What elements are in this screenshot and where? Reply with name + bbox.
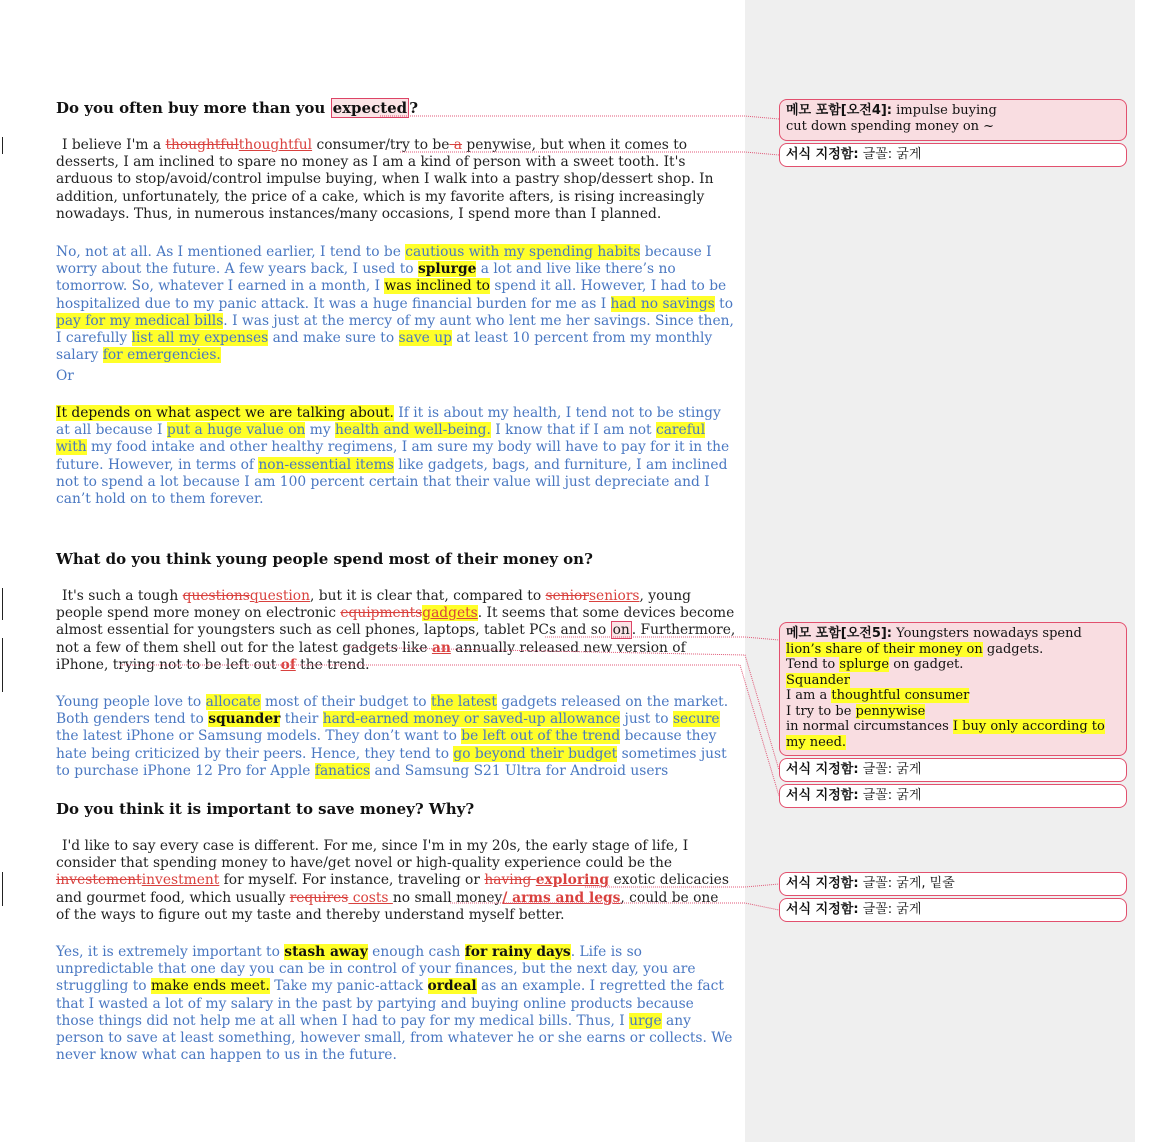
q2-paragraph-2[interactable]: Young people love to allocate most of their budget to the latest gadgets released on the market. Both genders tend to squander their hard-earned money or saved-up allowance just to secure the latest iPhone or Samsung models. They don’t want to be left out of the trend because they hate being criticized by their peers. Hence, they tend to go beyond their budget sometimes just to purchase iPhone 12 Pro for Apple fanatics and Samsung S21 Ultra for Android users [56, 694, 729, 779]
question-2-title: What do you think young people spend most of their money on? [56, 550, 593, 568]
q3-paragraph-2[interactable]: Yes, it is extremely important to stash away enough cash for rainy days. Life is so unpredictable that one day you can be in control of your finances, but the next day, you are struggling to make ends meet. Take my panic-attack ordeal as an example. I regretted the fact that I wasted a lot of my salary in the past by partying and buying online products because those things did not help me at all when I had to pay for my medical bills. Thus, I urge any person to save at least something, however small, from whatever he or she earns or collects. We never know what can happen to us in the future. [56, 944, 733, 1064]
comment-margin-pane [745, 0, 1135, 1142]
change-bar [2, 588, 3, 620]
q1-paragraph-1[interactable]: I believe I'm a thoughtfulthoughtful consumer/try to be a penywise, but when it comes to desserts, I am inclined to spare no money as I am a kind of person with a sweet tooth. It's arduous to stop/avoid/control impulse buying, when I walk into a pastry shop/dessert shop. In addition, unfortunately, the price of a cake, which is my favorite afters, is rising increasingly nowadays. Thus, in numerous instances/many occasions, I spend more than I planned. [56, 137, 714, 222]
q1-paragraph-2[interactable]: No, not at all. As I mentioned earlier, I tend to be cautious with my spending habits because I worry about the future. A few years back, I used to splurge a lot and live like there’s no tomorrow. So, whatever I earned in a month, I was inclined to spend it all. However, I had to be hospitalized due to my panic attack. It was a huge financial burden for me as I had no savings to pay for my medical bills. I was just at the mercy of my aunt who lent me her savings. Since then, I carefully list all my expenses and make sure to save up at least 10 percent from my monthly salary for emergencies. [56, 244, 734, 364]
right-edge [1135, 0, 1170, 1142]
comment-anchor-expected[interactable]: expected [332, 99, 408, 117]
comment-balloon-4[interactable]: 메모 포함[오전4]: impulse buying cut down spending money on ~ [779, 99, 1127, 141]
format-balloon-bold-1[interactable]: 서식 지정함: 글꼴: 굵게 [779, 143, 1127, 167]
question-1-title: Do you often buy more than you expected ? [56, 99, 418, 117]
q1-paragraph-3[interactable]: It depends on what aspect we are talking about. If it is about my health, I tend not to be stingy at all because I put a huge value on my health and well-being. I know that if I am not careful with my food intake and other healthy regimens, I am sure my body will have to pay for it in the future. However, in terms of non-essential items like gadgets, bags, and furniture, I am inclined not to spend a lot because I am 100 percent certain that their value will just depreciate and I can’t hold on to them forever. [56, 405, 730, 508]
or-label: Or [56, 368, 74, 384]
format-balloon-bold-2[interactable]: 서식 지정함: 글꼴: 굵게 [779, 758, 1127, 782]
format-balloon-bold-underline[interactable]: 서식 지정함: 글꼴: 굵게, 밑줄 [779, 872, 1127, 896]
change-bar [2, 872, 3, 906]
format-balloon-bold-4[interactable]: 서식 지정함: 글꼴: 굵게 [779, 898, 1127, 922]
comment-balloon-5[interactable]: 메모 포함[오전5]: Youngsters nowadays spend lion’s share of their money on gadgets. Tend to splurge on gadget. Squander I am a thoughtful consumer I try to be pennywise in normal circumstances I buy only according to my need. [779, 622, 1127, 756]
comment-anchor-on[interactable]: on [612, 622, 630, 639]
question-3-title: Do you think it is important to save money? Why? [56, 800, 475, 818]
q2-paragraph-1[interactable]: It's such a tough questionsquestion, but it is clear that, compared to seniorseniors, young people spend more money on electronic equipmentsgadgets. It seems that some devices become almost essential for youngsters such as cell phones, laptops, tablet PCs and so on . Furthermore, not a few of them shell out for the latest gadgets like an annually released new version of iPhone, trying not to be left out of the trend. [56, 588, 736, 673]
format-balloon-bold-3[interactable]: 서식 지정함: 글꼴: 굵게 [779, 784, 1127, 808]
q3-paragraph-1[interactable]: I'd like to say every case is different. For me, since I'm in my 20s, the early stage of life, I consider that spending money to have/get novel or high-quality experience could be the investementinvestment for myself. For instance, traveling or having exploring exotic delicacies and gourmet food, which usually requires costs no small money/ arms and legs, could be one of the ways to figure out my taste and thereby understand myself better. [56, 838, 729, 923]
change-bar [2, 638, 3, 692]
change-bar [2, 137, 3, 154]
